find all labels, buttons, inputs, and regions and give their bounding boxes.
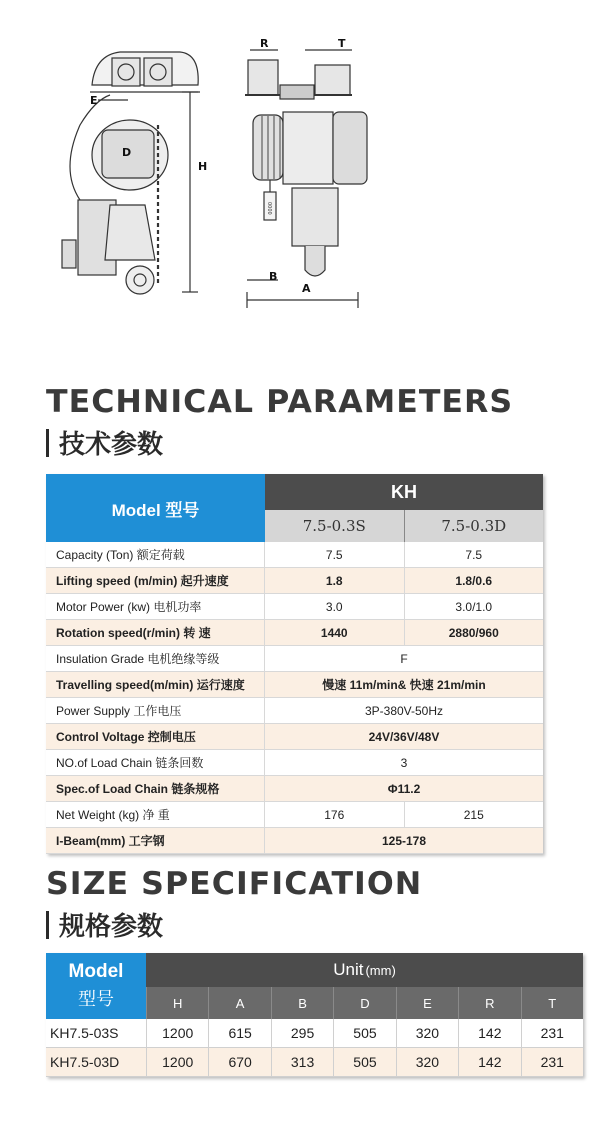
size-rows (46, 1019, 583, 1077)
size-column-header: B (271, 987, 333, 1019)
row-label: Capacity (Ton) 额定荷载 (46, 542, 265, 567)
table-row (46, 646, 543, 672)
size-column-header: R (458, 987, 520, 1019)
size-column-header: D (333, 987, 395, 1019)
pendant-label: 0000 (266, 202, 272, 215)
size-cell: 505 (333, 1048, 395, 1076)
row-label: Net Weight (kg) 净 重 (46, 802, 265, 827)
table-row (46, 568, 543, 594)
row-value: 3P-380V-50Hz (364, 703, 444, 718)
size-column-header: T (521, 987, 583, 1019)
size-title: SIZE SPECIFICATION (46, 866, 423, 902)
table-row (46, 802, 543, 828)
row-label: Insulation Grade 电机绝缘等级 (46, 646, 265, 671)
size-table-header (46, 953, 583, 1019)
table-row (46, 672, 543, 698)
row-value: 215 (463, 807, 484, 822)
table-row (46, 724, 543, 750)
dim-label-b: B (269, 270, 278, 283)
table-row (46, 1019, 583, 1048)
table-row (46, 698, 543, 724)
technical-table-header (46, 474, 543, 542)
technical-subtitle (46, 424, 163, 461)
size-cell: 295 (271, 1019, 333, 1047)
size-model-name: KH7.5-03S (50, 1025, 119, 1041)
dim-label-t: T (338, 37, 346, 50)
row-value: 3.0/1.0 (455, 599, 493, 614)
title-bar (46, 911, 49, 939)
row-label: Travelling speed(m/min) 运行速度 (46, 672, 265, 697)
row-value: 1.8 (265, 568, 405, 593)
size-column-header: A (208, 987, 270, 1019)
row-label: Motor Power (kw) 电机功率 (46, 594, 265, 619)
row-value: 1440 (265, 620, 405, 645)
row-label: Rotation speed(r/min) 转 速 (46, 620, 265, 645)
size-cell: 1200 (146, 1019, 208, 1047)
technical-table (46, 474, 543, 854)
size-cell: 142 (458, 1019, 520, 1047)
size-cell: 142 (458, 1048, 520, 1076)
row-value: 1.8/0.6 (455, 573, 493, 588)
table-row (46, 594, 543, 620)
row-value: 7.5 (265, 542, 405, 567)
row-value: 176 (265, 802, 405, 827)
size-model-name: KH7.5-03D (50, 1054, 120, 1070)
row-label: Lifting speed (m/min) 起升速度 (46, 568, 265, 593)
size-column-headers (146, 987, 583, 1019)
size-cell: 231 (521, 1048, 583, 1076)
unit-suffix: (mm) (365, 962, 396, 978)
variant-header-s: 7.5-0.3S (265, 510, 405, 542)
row-label: Power Supply 工作电压 (46, 698, 265, 723)
row-value: 慢速 11m/min& 快速 21m/min (322, 678, 486, 692)
dim-label-a: A (302, 282, 311, 295)
dim-label-r: R (260, 37, 269, 50)
row-label: Spec.of Load Chain 链条规格 (46, 776, 265, 801)
technical-rows (46, 542, 543, 854)
size-cell: 505 (333, 1019, 395, 1047)
variant-header-d: 7.5-0.3D (441, 517, 507, 535)
table-row (46, 750, 543, 776)
dim-label-h: H (198, 160, 208, 173)
size-subtitle-text: 规格参数 (59, 912, 164, 942)
size-cell: 231 (521, 1019, 583, 1047)
size-model-label-cn: 型号 (78, 989, 114, 1009)
technical-subtitle-text: 技术参数 (59, 430, 164, 460)
dim-label-e: E (90, 94, 98, 107)
row-label: I-Beam(mm) 工字钢 (46, 828, 265, 853)
size-cell: 670 (208, 1048, 270, 1076)
size-model-label-en: Model (68, 961, 124, 982)
size-cell: 615 (208, 1019, 270, 1047)
size-model-header (46, 953, 146, 1019)
size-cell: 1200 (146, 1048, 208, 1076)
row-label: Control Voltage 控制电压 (46, 724, 265, 749)
unit-header (146, 953, 583, 987)
technical-title: TECHNICAL PARAMETERS (46, 384, 514, 420)
row-value: 3.0 (265, 594, 405, 619)
row-value: 125-178 (381, 833, 427, 848)
dim-label-d: D (122, 146, 132, 159)
title-bar (46, 429, 49, 457)
size-cell: 313 (271, 1048, 333, 1076)
table-row (46, 776, 543, 802)
row-label: NO.of Load Chain 链条回数 (46, 750, 265, 775)
size-subtitle (46, 906, 163, 943)
series-header: KH (265, 474, 543, 510)
size-cell: 320 (396, 1019, 458, 1047)
size-table (46, 953, 583, 1077)
row-value: 24V/36V/48V (368, 729, 440, 744)
row-value: 3 (400, 755, 408, 770)
hoist-dimension-diagram (40, 30, 370, 320)
row-value: F (400, 651, 408, 666)
size-cell: 320 (396, 1048, 458, 1076)
row-value: 7.5 (465, 547, 483, 562)
size-column-header: H (146, 987, 208, 1019)
table-row (46, 1048, 583, 1077)
unit-label: Unit (333, 960, 364, 979)
table-row (46, 828, 543, 854)
model-header: Model 型号 (46, 474, 265, 542)
table-row (46, 542, 543, 568)
size-column-header: E (396, 987, 458, 1019)
table-row (46, 620, 543, 646)
row-value: 2880/960 (448, 625, 499, 640)
row-value: Φ11.2 (387, 781, 421, 796)
